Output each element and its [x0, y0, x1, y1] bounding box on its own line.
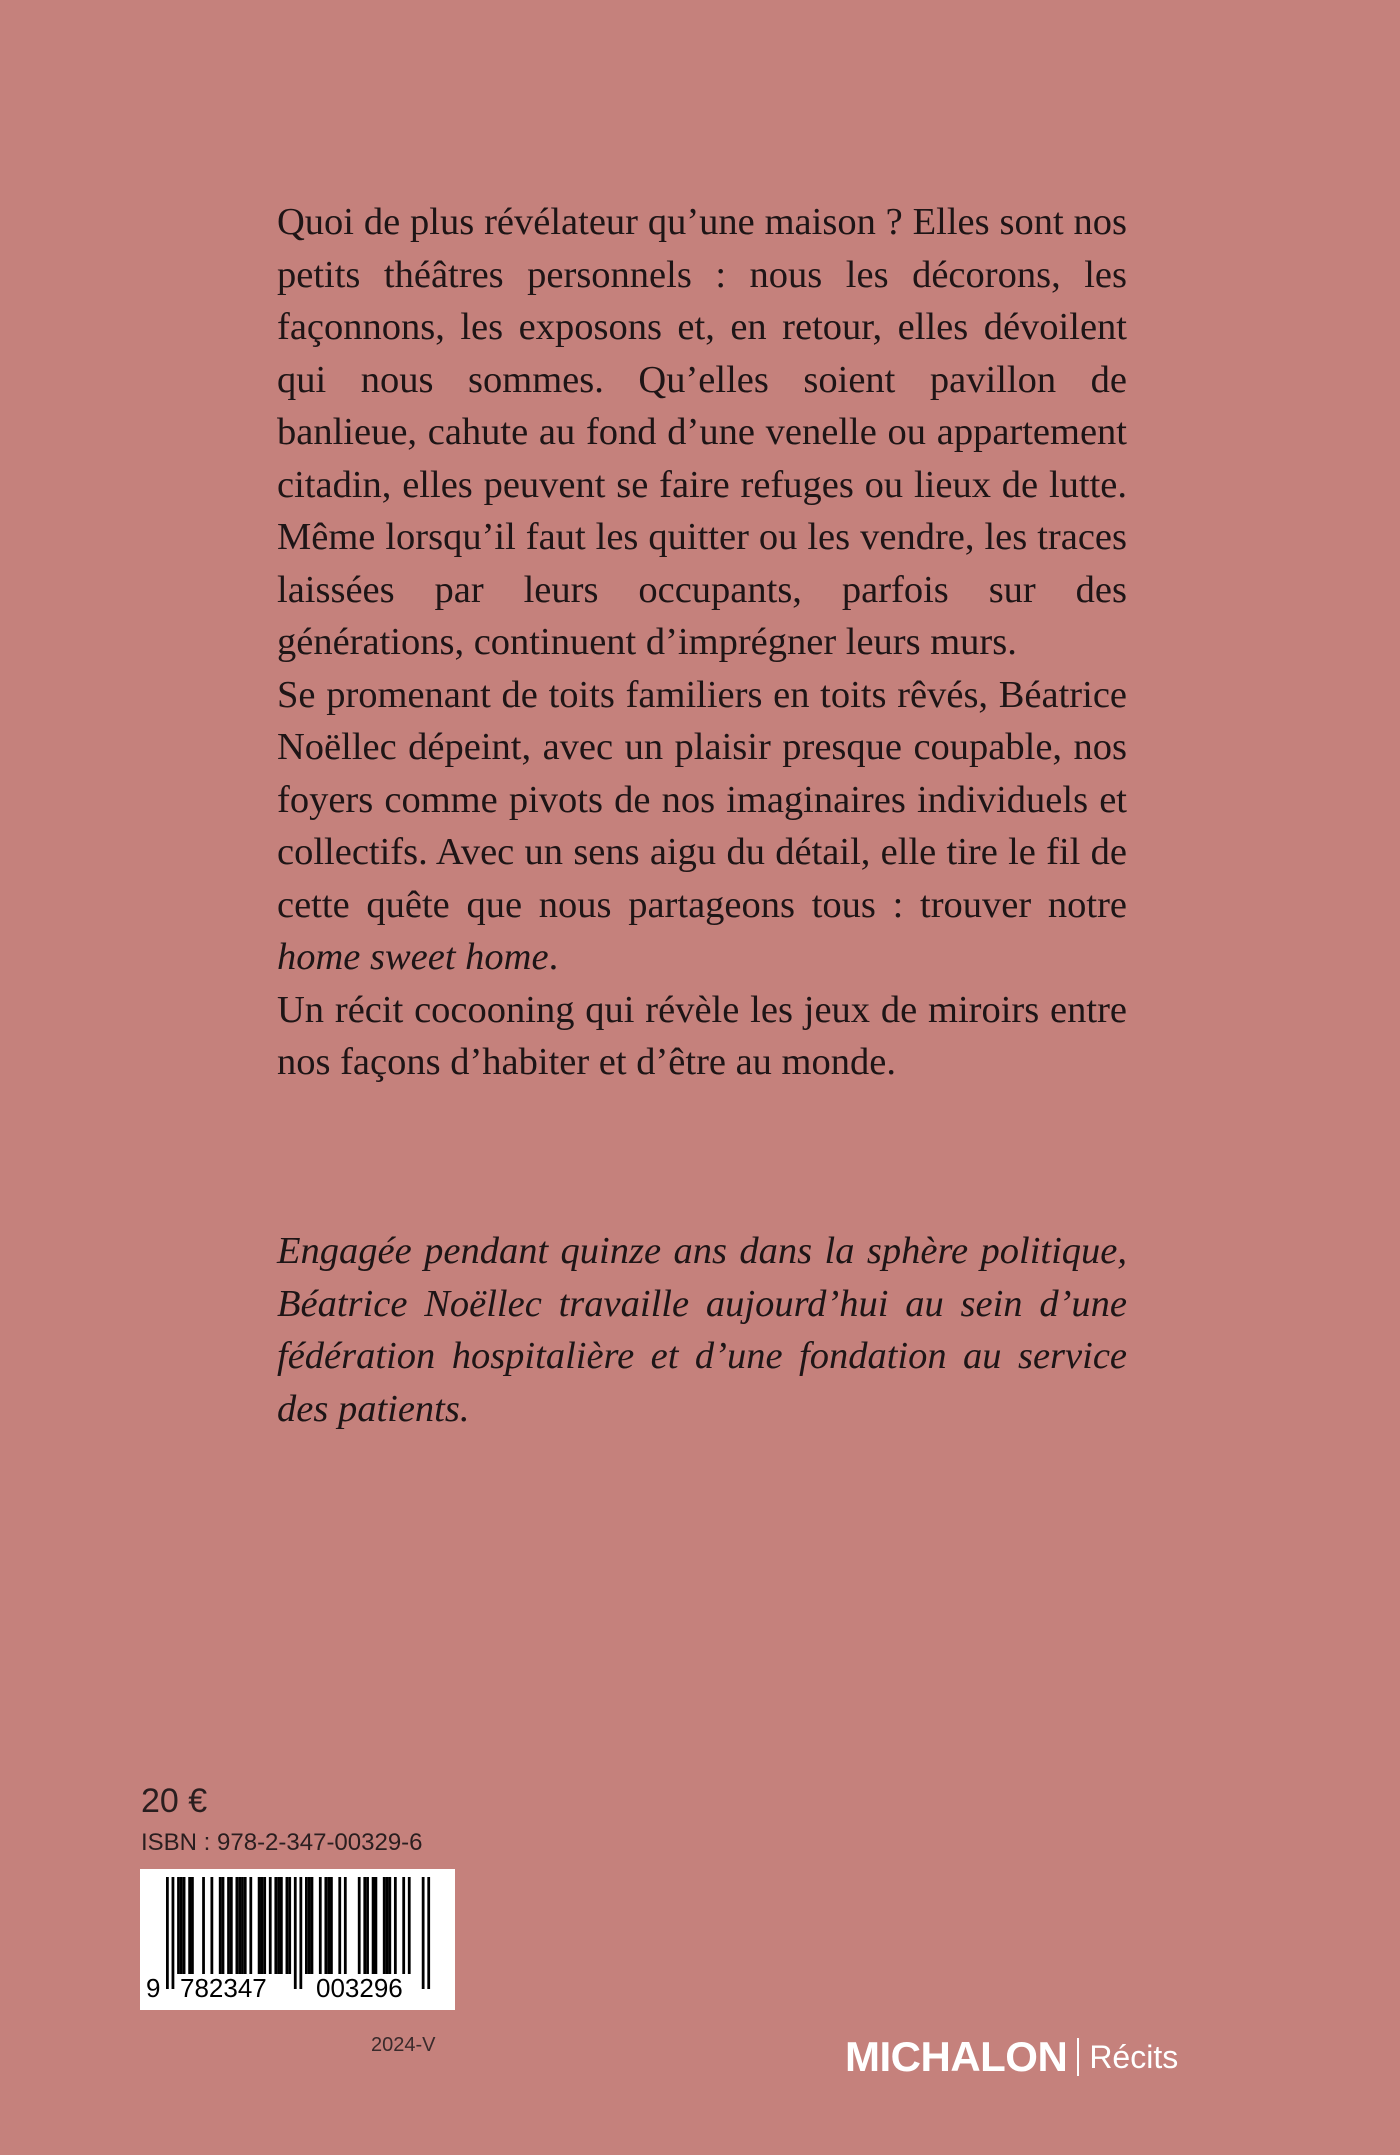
- barcode-digits: [140, 1973, 455, 2007]
- barcode-bar: [319, 1877, 322, 1974]
- publisher-name: MICHALON: [845, 2033, 1068, 2080]
- barcode-bar: [286, 1877, 289, 1974]
- barcode-bar: [366, 1877, 369, 1974]
- barcode-bar: [408, 1877, 411, 1974]
- blurb-paragraph-2-start: Se promenant de toits familiers en toits rêvés, Béatrice Noëllec dépeint, avec un plaisir presque coupable, nos foyers comme pivots de nos imaginaires individuels et collectifs. Avec un sens aigu du détail, elle tire le fil de cette quête que nous partageons tous : trouver notre: [277, 673, 1127, 926]
- barcode-bar: [210, 1877, 213, 1974]
- barcode-bar: [222, 1877, 225, 1974]
- barcode-bar: [188, 1877, 191, 1974]
- barcode-bar: [219, 1877, 222, 1974]
- blurb-paragraph-3: Un récit cocooning qui révèle les jeux de miroirs entre nos façons d’habiter et d’être au monde.: [277, 988, 1127, 1083]
- barcode-bar: [338, 1877, 341, 1974]
- back-cover-blurb: [277, 196, 1127, 1089]
- barcode-bar: [288, 1877, 291, 1974]
- publisher-divider: [1077, 2038, 1079, 2076]
- print-code: 2024-V: [371, 2034, 436, 2056]
- barcode-bar: [244, 1877, 247, 1974]
- price-label: 20 €: [141, 1782, 208, 1820]
- barcode-bar: [258, 1877, 261, 1974]
- barcode-group-right: 003296: [316, 1973, 403, 2003]
- barcode: [140, 1869, 455, 2010]
- barcode-bar: [386, 1877, 389, 1974]
- barcode-digit-first: 9: [146, 1973, 161, 2003]
- barcode-bar: [269, 1877, 272, 1974]
- barcode-bar: [236, 1877, 239, 1974]
- barcode-bar: [177, 1877, 180, 1974]
- barcode-bar: [180, 1877, 183, 1974]
- barcode-bar: [372, 1877, 375, 1974]
- barcode-bar: [388, 1877, 391, 1974]
- barcode-group-left: 782347: [180, 1973, 267, 2003]
- barcode-bar: [383, 1877, 386, 1974]
- publisher-logo: [845, 2033, 1178, 2081]
- barcode-bar: [261, 1877, 264, 1974]
- publisher-collection: Récits: [1089, 2038, 1179, 2075]
- barcode-bar: [280, 1877, 283, 1974]
- barcode-bar: [402, 1877, 405, 1974]
- barcode-bar: [324, 1877, 327, 1974]
- blurb-paragraph-2: [277, 669, 1127, 984]
- blurb-paragraph-2-end: .: [548, 936, 559, 978]
- barcode-bar: [230, 1877, 233, 1974]
- isbn-label: ISBN : 978-2-347-00329-6: [141, 1829, 423, 1856]
- blurb-paragraph-2-italic: home sweet home: [277, 936, 549, 978]
- barcode-bar: [327, 1877, 330, 1974]
- barcode-bar: [394, 1877, 397, 1974]
- barcode-bar: [375, 1877, 378, 1974]
- barcode-bar: [191, 1877, 194, 1974]
- barcode-bar: [227, 1877, 230, 1974]
- barcode-bar: [344, 1877, 347, 1974]
- blurb-paragraph-1: Quoi de plus révélateur qu’une maison ? Elles sont nos petits théâtres personnels : nous les décorons, les façonnons, les exposons et, en retour, elles dévoilent qui nous sommes. Qu’elles soient pavillon de banlieue, cahute au fond d’une venelle ou appartement citadin, elles peuvent se faire refuges ou lieux de lutte. Même lorsqu’il faut les quitter ou les vendre, les traces laissées par leurs occupants, parfois sur des générations, continuent d’imprégner leurs murs.: [277, 201, 1127, 663]
- barcode-bar: [274, 1877, 277, 1974]
- barcode-bar: [358, 1877, 361, 1974]
- barcode-bar: [263, 1877, 266, 1974]
- barcode-bar: [330, 1877, 333, 1974]
- author-bio: [277, 1225, 1127, 1435]
- barcode-bar: [308, 1877, 311, 1974]
- author-bio-text: Engagée pendant quinze ans dans la sphère politique, Béatrice Noëllec travaille aujourd’hui au sein d’une fédération hospitalière et d’une fondation au service des patients.: [277, 1230, 1127, 1430]
- barcode-bar: [238, 1877, 241, 1974]
- barcode-bar: [277, 1877, 280, 1974]
- barcode-bar: [202, 1877, 205, 1974]
- barcode-bar: [249, 1877, 252, 1974]
- barcode-bar: [241, 1877, 244, 1974]
- barcode-bar: [305, 1877, 308, 1974]
- barcode-bar: [311, 1877, 314, 1974]
- barcode-bar: [363, 1877, 366, 1974]
- barcode-bar: [183, 1877, 186, 1974]
